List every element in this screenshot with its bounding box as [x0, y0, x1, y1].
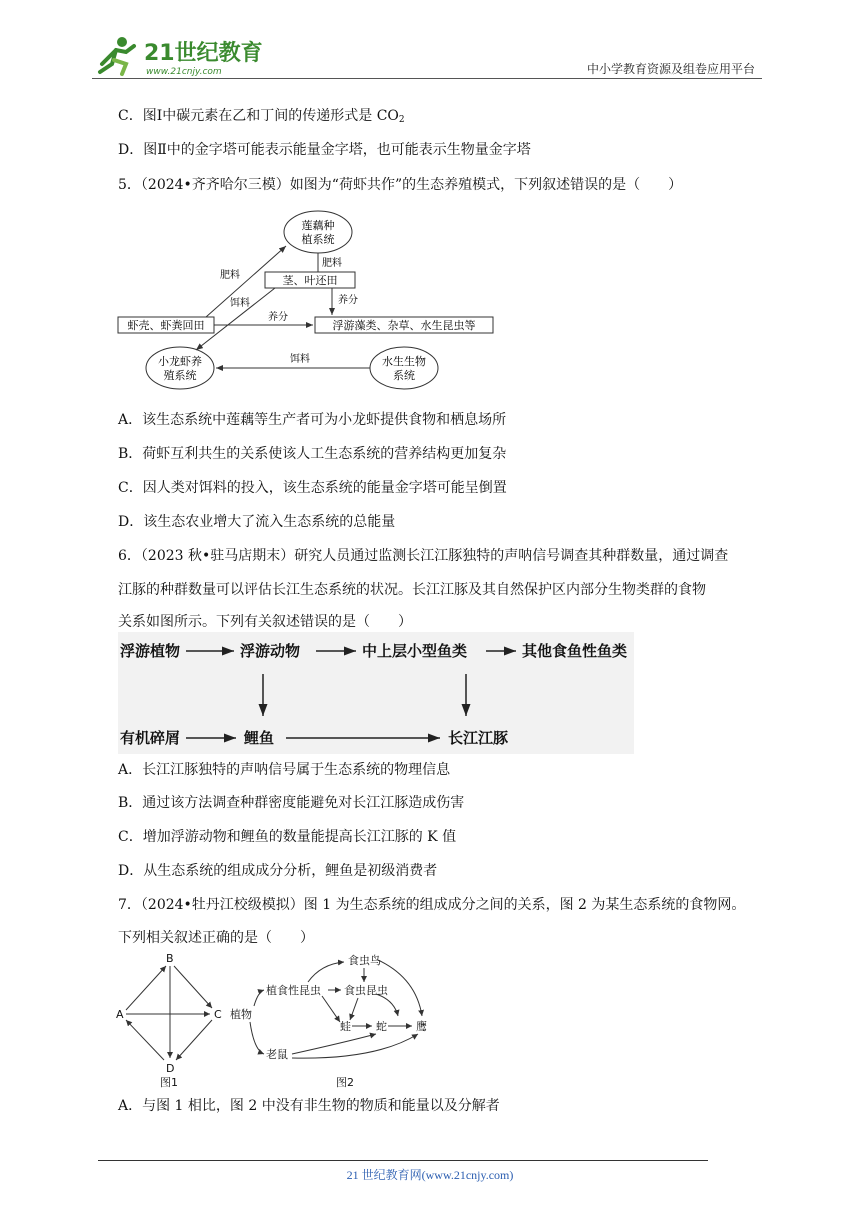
- svg-text:中上层小型鱼类: 中上层小型鱼类: [362, 642, 468, 660]
- q5-stem: 5．（2024•齐齐哈尔三模）如图为“荷虾共作”的生态养殖模式，下列叙述错误的是（ ）: [118, 177, 683, 193]
- svg-text:养分: 养分: [338, 295, 358, 306]
- svg-text:莲藕种: 莲藕种: [301, 219, 335, 232]
- svg-text:系统: 系统: [393, 369, 415, 382]
- svg-text:植物: 植物: [230, 1008, 252, 1021]
- svg-text:蛇: 蛇: [376, 1020, 387, 1033]
- svg-text:饵料: 饵料: [230, 298, 250, 309]
- q6-diagram: [118, 632, 634, 754]
- q7-fig2: [226, 950, 446, 1090]
- svg-text:植系统: 植系统: [301, 233, 335, 246]
- svg-text:肥料: 肥料: [322, 258, 342, 269]
- q6-stem-line-1: 6．（2023 秋•驻马店期末）研究人员通过监测长江江豚独特的声呐信号调查其种群数量，通过调查: [118, 548, 729, 564]
- runner-logo-icon: [100, 37, 134, 74]
- q5-option-c: C．因人类对饵料的投入，该生态系统的能量金字塔可能呈倒置: [118, 480, 507, 496]
- svg-text:C: C: [214, 1008, 222, 1021]
- svg-text:殖系统: 殖系统: [163, 369, 197, 382]
- svg-text:肥料: 肥料: [220, 270, 240, 281]
- footer-text[interactable]: 21 世纪教育网(www.21cnjy.com): [346, 1168, 514, 1182]
- lotus-node: [284, 211, 352, 253]
- svg-text:A: A: [116, 1008, 124, 1021]
- q6-option-d: D．从生态系统的组成成分分析，鲤鱼是初级消费者: [118, 863, 438, 879]
- footer-divider: [98, 1160, 708, 1161]
- svg-text:有机碎屑: 有机碎屑: [120, 729, 181, 747]
- svg-text:其他食鱼性鱼类: 其他食鱼性鱼类: [522, 642, 628, 660]
- crayfish-node: [146, 347, 214, 389]
- q6-stem-line-3: 关系如图所示。下列有关叙述错误的是（ ）: [118, 614, 412, 630]
- svg-text:D: D: [166, 1062, 175, 1075]
- q4-option-c: C．图Ⅰ中碳元素在乙和丁间的传递形式是 $CO_2$: [118, 108, 405, 125]
- svg-text:图1: 图1: [160, 1076, 178, 1089]
- svg-text:虾壳、虾粪回田: 虾壳、虾粪回田: [127, 319, 205, 332]
- q6-stem-line-2: 江豚的种群数量可以评估长江生态系统的状况。长江江豚及其自然保护区内部分生物类群的食物: [118, 582, 706, 598]
- svg-text:鲤鱼: 鲤鱼: [244, 729, 275, 747]
- svg-text:食虫昆虫: 食虫昆虫: [344, 984, 388, 997]
- svg-text:水生生物: 水生生物: [382, 355, 426, 368]
- svg-text:浮游植物: 浮游植物: [120, 642, 181, 660]
- q7-stem-line-1: 7．（2024•牡丹江校级模拟）图 1 为生态系统的组成成分之间的关系，图 2 为某生态系统的食物网。: [118, 897, 746, 913]
- svg-text:浮游动物: 浮游动物: [240, 642, 301, 660]
- svg-text:老鼠: 老鼠: [266, 1048, 288, 1061]
- q5-option-b: B．荷虾互利共生的关系使该人工生态系统的营养结构更加复杂: [118, 446, 507, 462]
- q6-option-b: B．通过该方法调查种群密度能避免对长江江豚造成伤害: [118, 795, 465, 811]
- svg-text:长江江豚: 长江江豚: [448, 729, 509, 747]
- svg-text:茎、叶还田: 茎、叶还田: [282, 274, 338, 287]
- q5-option-d: D．该生态农业增大了流入生态系统的总能量: [118, 514, 396, 530]
- svg-text:浮游藻类、杂草、水生昆虫等: 浮游藻类、杂草、水生昆虫等: [332, 319, 476, 332]
- q5-option-a: A．该生态系统中莲藕等生产者可为小龙虾提供食物和栖息场所: [118, 412, 507, 428]
- svg-text:植食性昆虫: 植食性昆虫: [266, 984, 321, 997]
- svg-text:饵料: 饵料: [290, 354, 310, 365]
- svg-text:小龙虾养: 小龙虾养: [158, 355, 202, 368]
- header-divider: [92, 78, 762, 79]
- q6-option-a: A．长江江豚独特的声呐信号属于生态系统的物理信息: [118, 762, 451, 778]
- logo-text: 21世纪教育: [144, 41, 263, 66]
- svg-text:图2: 图2: [336, 1076, 354, 1089]
- svg-text:鹰: 鹰: [416, 1020, 427, 1033]
- q4-option-d: D．图Ⅱ中的金字塔可能表示能量金字塔，也可能表示生物量金字塔: [118, 142, 531, 158]
- site-logo: [92, 34, 272, 80]
- svg-text:养分: 养分: [268, 312, 288, 323]
- q7-fig1: [112, 950, 232, 1090]
- q6-option-c: C．增加浮游动物和鲤鱼的数量能提高长江江豚的 K 值: [118, 829, 457, 845]
- q7-option-a: A．与图 1 相比，图 2 中没有非生物的物质和能量以及分解者: [118, 1098, 500, 1114]
- header-platform-text: 中小学教育资源及组卷应用平台: [586, 62, 755, 76]
- svg-text:蛙: 蛙: [340, 1020, 351, 1033]
- logo-url: www.21cnjy.com: [146, 67, 222, 77]
- q7-stem-line-2: 下列相关叙述正确的是（ ）: [118, 930, 314, 946]
- q5-diagram: [110, 208, 510, 393]
- svg-text:食虫鸟: 食虫鸟: [348, 954, 381, 967]
- svg-text:B: B: [166, 952, 174, 965]
- aquatic-node: [370, 347, 438, 389]
